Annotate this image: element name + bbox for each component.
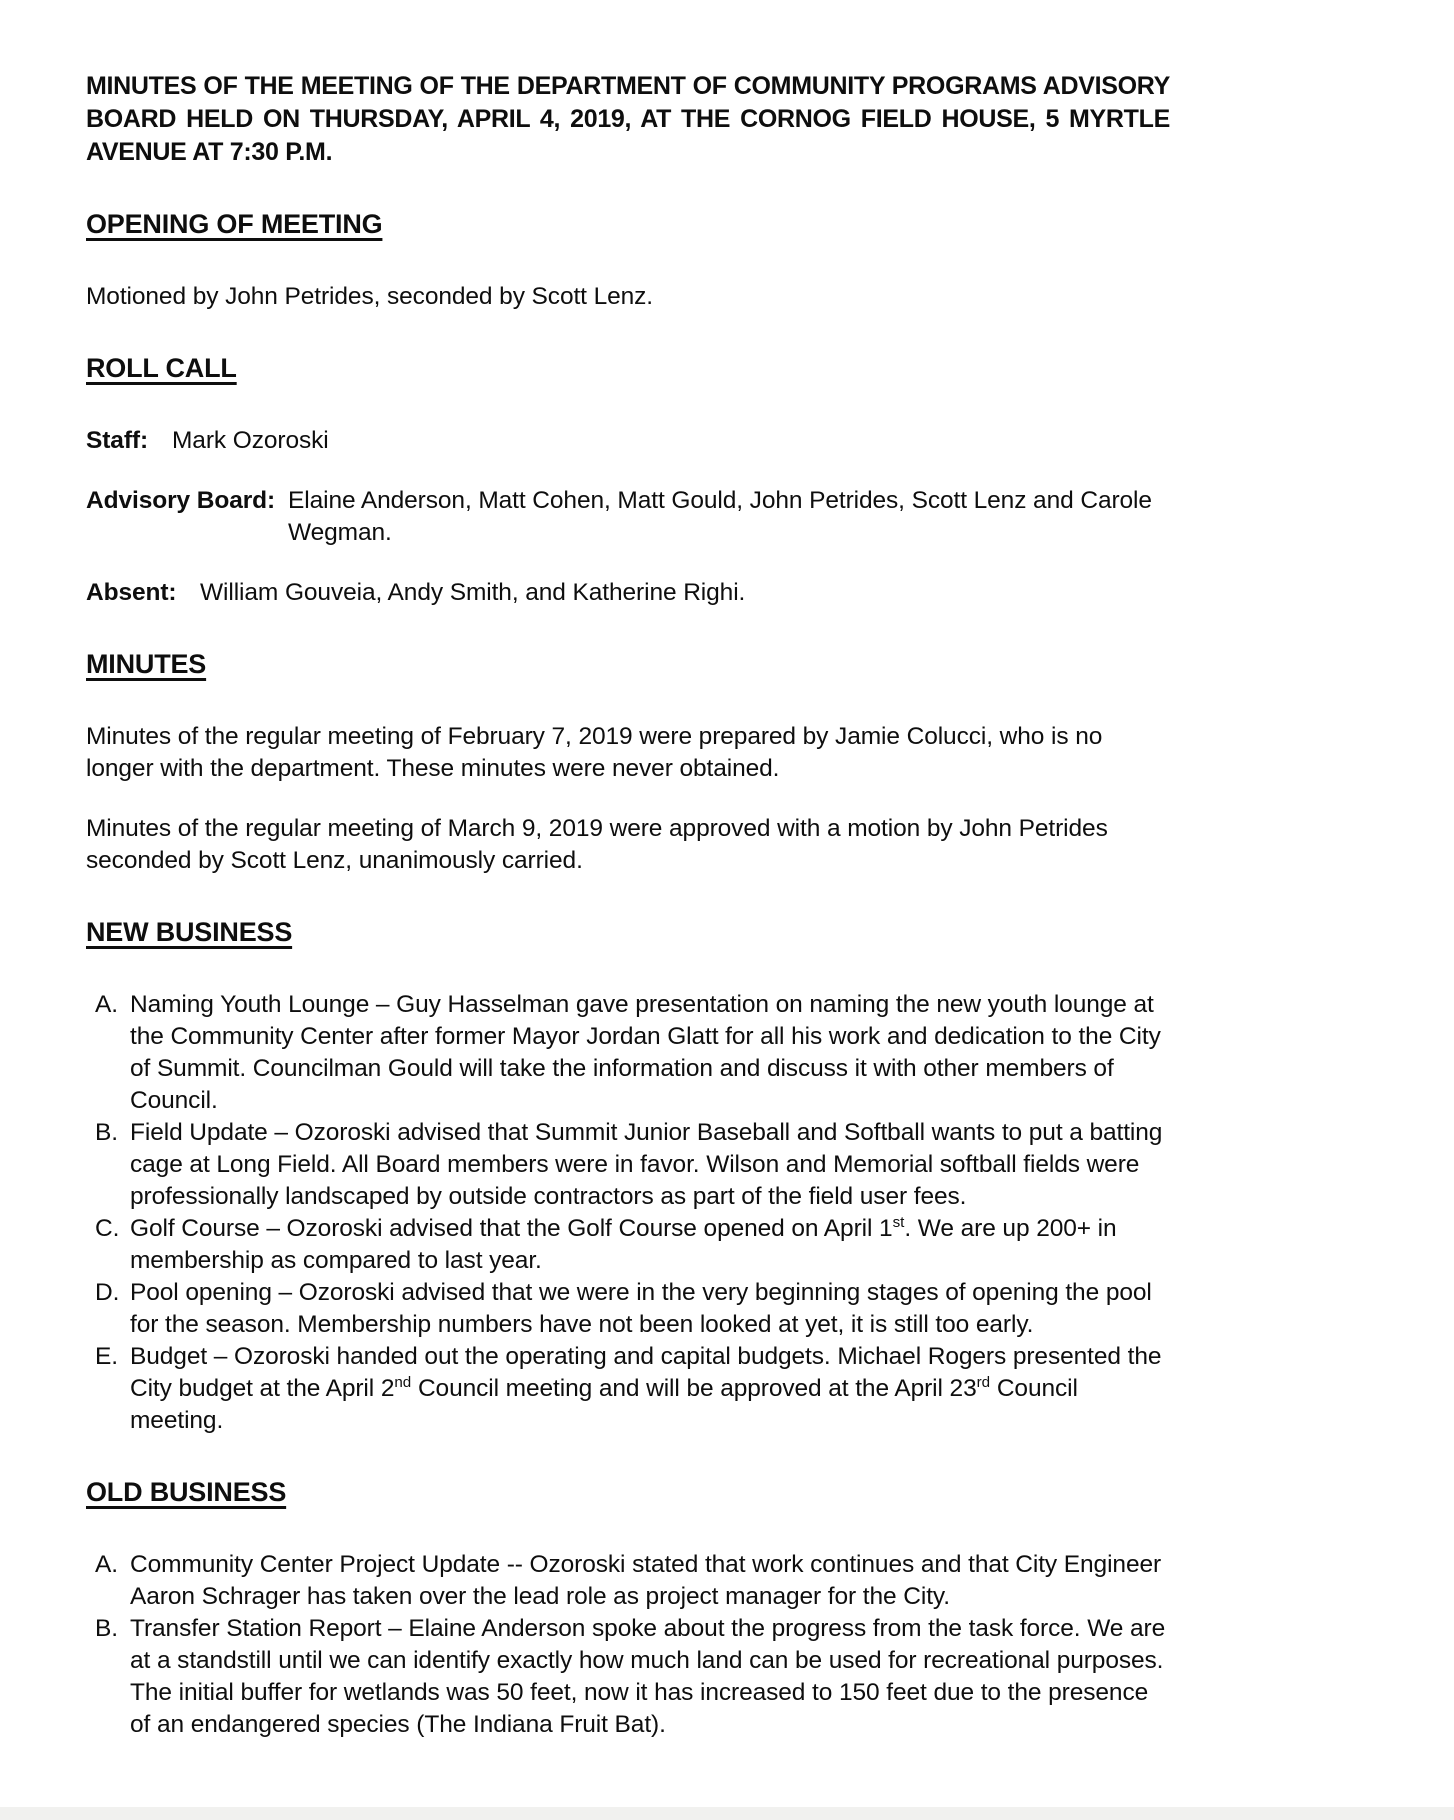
minutes-paragraph-february: Minutes of the regular meeting of February 7, 2019 were prepared by Jamie Colucci, who is no longer with the department. These minutes were never obtained. [86,723,1103,782]
advisory-board-value: Elaine Anderson, Matt Cohen, Matt Gould, John Petrides, Scott Lenz and Carole Wegman. [288,487,1152,546]
advisory-board-label: Advisory Board: [86,487,276,514]
heading-minutes: MINUTES [86,649,207,679]
list-item-text: Field Update – Ozoroski advised that Summit Junior Baseball and Softball wants to put a batting cage at Long Field. All Board members were in favor. Wilson and Memorial softball fields were professionally landscaped by outside contractors as part of the field user fees. [130,1119,1163,1210]
opening-motion-text: Motioned by John Petrides, seconded by Scott Lenz. [86,283,654,310]
list-item-letter: D. [95,1279,120,1306]
staff-label: Staff: [86,427,149,454]
roll-call-staff-row [86,425,1170,457]
heading-old-business: OLD BUSINESS [86,1477,287,1507]
list-item-letter: B. [95,1615,118,1642]
list-item [86,989,1170,1117]
roll-call-absent-row [86,577,1170,609]
list-item-text: Pool opening – Ozoroski advised that we were in the very beginning stages of opening the pool for the season. Membership numbers have not been looked at yet, it is still too early. [130,1279,1152,1338]
old-business-list [86,1549,1170,1741]
minutes-paragraph-march: Minutes of the regular meeting of March 9, 2019 were approved with a motion by John Petrides seconded by Scott Lenz, unanimously carried. [86,815,1108,874]
scan-artifact-strip [0,1807,1454,1820]
list-item-text: Transfer Station Report – Elaine Anderson spoke about the progress from the task force. We are at a standstill until we can identify exactly how much land can be used for recreational purposes. The initial buffer for wetlands was 50 feet, now it has increased to 150 feet due to the presence of an endangered species (The Indiana Fruit Bat). [130,1615,1166,1738]
list-item [86,1213,1170,1277]
list-item-letter: A. [95,1551,118,1578]
list-item-letter: B. [95,1119,118,1146]
heading-new-business: NEW BUSINESS [86,917,293,947]
list-item-text: Community Center Project Update -- Ozoroski stated that work continues and that City Engineer Aaron Schrager has taken over the lead role as project manager for the City. [130,1551,1162,1610]
list-item-letter: C. [95,1215,120,1242]
list-item [86,1613,1170,1741]
new-business-list [86,989,1170,1437]
list-item-text: Golf Course – Ozoroski advised that the Golf Course opened on April 1st. We are up 200+ in membership as compared to last year. [130,1213,1117,1274]
list-item-letter: E. [95,1343,118,1370]
document-title: MINUTES OF THE MEETING OF THE DEPARTMENT OF COMMUNITY PROGRAMS ADVISORY BOARD HELD ON THURSDAY, APRIL 4, 2019, AT THE CORNOG FIELD HOUSE, 5 MYRTLE AVENUE AT 7:30 P.M. [86,72,1170,166]
list-item [86,1549,1170,1613]
staff-value: Mark Ozoroski [172,427,329,454]
list-item-text: Naming Youth Lounge – Guy Hasselman gave presentation on naming the new youth lounge at the Community Center after former Mayor Jordan Glatt for all his work and dedication to the City of Summit. Councilman Gould will take the information and discuss it with other members of Council. [130,991,1161,1114]
roll-call-advisory-board-row [86,485,1170,549]
list-item-text: Budget – Ozoroski handed out the operating and capital budgets. Michael Rogers presented the City budget at the April 2nd Council meeting and will be approved at the April 23rd Council meeting. [130,1343,1162,1434]
list-item [86,1117,1170,1213]
list-item [86,1277,1170,1341]
heading-opening-of-meeting: OPENING OF MEETING [86,209,383,239]
list-item-letter: A. [95,991,118,1018]
absent-value: William Gouveia, Andy Smith, and Katherine Righi. [200,579,746,606]
heading-roll-call: ROLL CALL [86,353,237,383]
list-item [86,1341,1170,1437]
absent-label: Absent: [86,579,177,606]
